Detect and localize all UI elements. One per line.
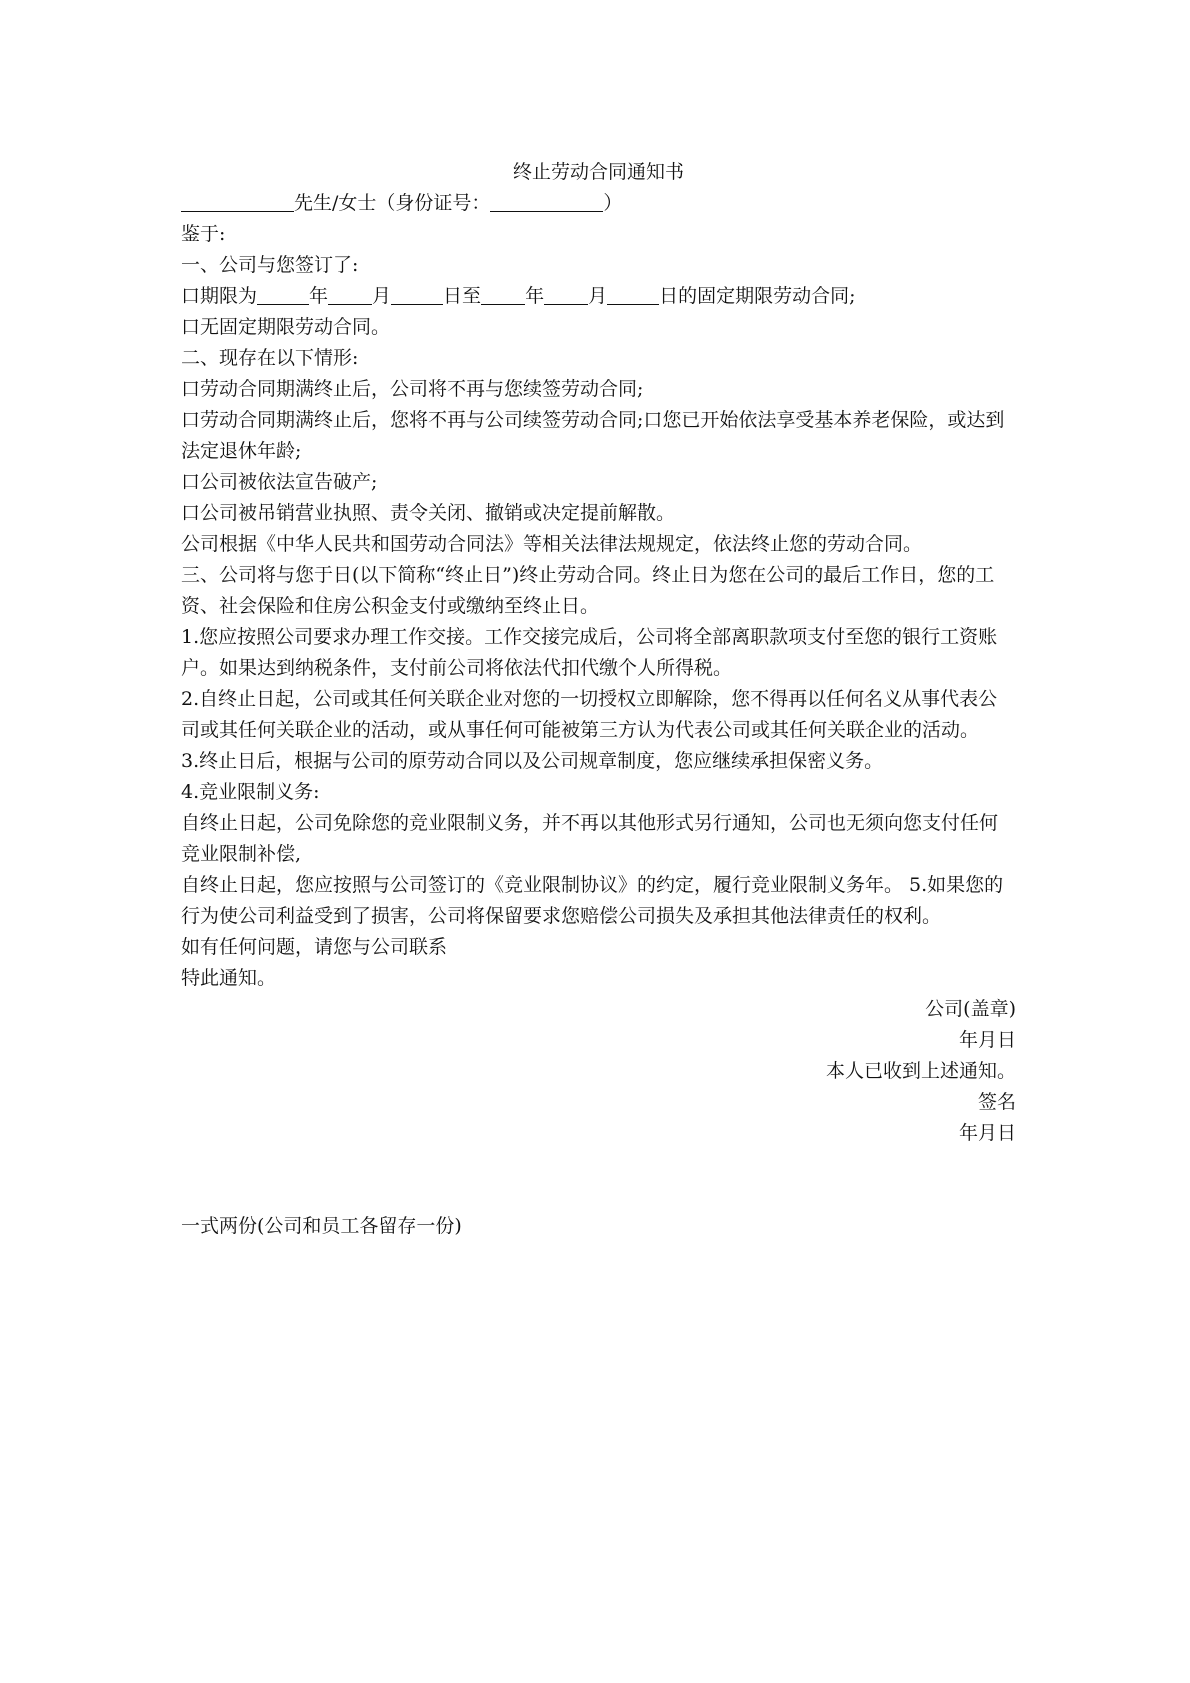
start-year-blank[interactable] [257,282,309,305]
year-label: 年 [309,285,329,307]
id-number-blank[interactable] [490,189,603,212]
start-day-blank[interactable] [391,282,443,305]
item-4-option-b: 自终止日起，您应按照与公司签订的《竞业限制协议》的约定，履行竞业限制义务年。 5.如果您的行为使公司利益受到了损害，公司将保留要求您赔偿公司损失及承担其他法律责任的权利。 [181,874,1004,927]
section-2-heading: 二、现存在以下情形: [181,347,359,369]
item-4: 4.竞业限制义务: [181,781,320,803]
company-date: 年月日 [958,1029,1016,1051]
item-3: 3.终止日后，根据与公司的原劳动合同以及公司规章制度，您应继续承担保密义务。 [181,750,884,772]
item-1: 1.您应按照公司要求办理工作交接。工作交接完成后，公司将全部离职款项支付至您的银行工资账户。如果达到纳税条件，支付前公司将依法代扣代缴个人所得税。 [181,626,998,679]
end-year-blank[interactable] [481,282,525,305]
year-label: 年 [525,285,545,307]
month-label: 月 [588,285,608,307]
section-1-heading: 一、公司与您签订了: [181,254,359,276]
item-4-option-a: 自终止日起，公司免除您的竞业限制义务，并不再以其他形式另行通知，公司也无须向您支付任何竞业限制补偿, [181,812,999,865]
start-month-blank[interactable] [328,282,372,305]
whereas-line: 鉴于: [181,223,226,245]
copies-note: 一式两份(公司和员工各留存一份) [181,1215,462,1237]
page-title: 终止劳动合同通知书 [512,161,684,183]
employee-date: 年月日 [958,1122,1016,1144]
contact-line: 如有任何问题，请您与公司联系 [181,936,448,958]
fixed-term-suffix: 日的固定期限劳动合同; [659,285,856,307]
legal-basis: 公司根据《中华人民共和国劳动合同法》等相关法律法规规定，依法终止您的劳动合同。 [181,533,923,555]
section-3: 三、公司将与您于日(以下简称“终止日”)终止劳动合同。终止日为您在公司的最后工作日，您的工资、社会保险和住房公积金支付或缴纳至终止日。 [181,564,995,617]
end-day-blank[interactable] [607,282,659,305]
spacer [181,1149,1016,1211]
situation-option-1: 口劳动合同期满终止后，公司将不再与您续签劳动合同; [181,378,644,400]
employee-signature: 签名 [977,1091,1016,1113]
day-to-label: 日至 [443,285,482,307]
situation-option-3: 口公司被依法宣告破产; [181,471,378,493]
item-2: 2.自终止日起，公司或其任何关联企业对您的一切授权立即解除，您不得再以任何名义从事代表公司或其任何关联企业的活动，或从事任何可能被第三方认为代表公司或其任何关联企业的活动。 [181,688,998,741]
situation-option-4: 口公司被吊销营业执照、责令关闭、撤销或决定提前解散。 [181,502,676,524]
receipt-acknowledgement: 本人已收到上述通知。 [825,1060,1016,1082]
fixed-term-prefix: 口期限为 [181,285,258,307]
fixed-term-option [181,281,1016,312]
situation-option-2: 口劳动合同期满终止后，您将不再与公司续签劳动合同;口您已开始依法享受基本养老保险，或达到法定退休年龄; [181,409,1005,462]
month-label: 月 [372,285,392,307]
open-term-option: 口无固定期限劳动合同。 [181,316,391,338]
addressee-suffix: 先生/女士（身份证号： [294,192,491,214]
notice-line: 特此通知。 [181,967,277,989]
addressee-line [181,188,1016,219]
company-seal: 公司(盖章) [925,998,1016,1020]
document-content [181,157,1016,1242]
addressee-close: ） [603,192,623,214]
end-month-blank[interactable] [544,282,588,305]
name-blank[interactable] [181,189,294,212]
